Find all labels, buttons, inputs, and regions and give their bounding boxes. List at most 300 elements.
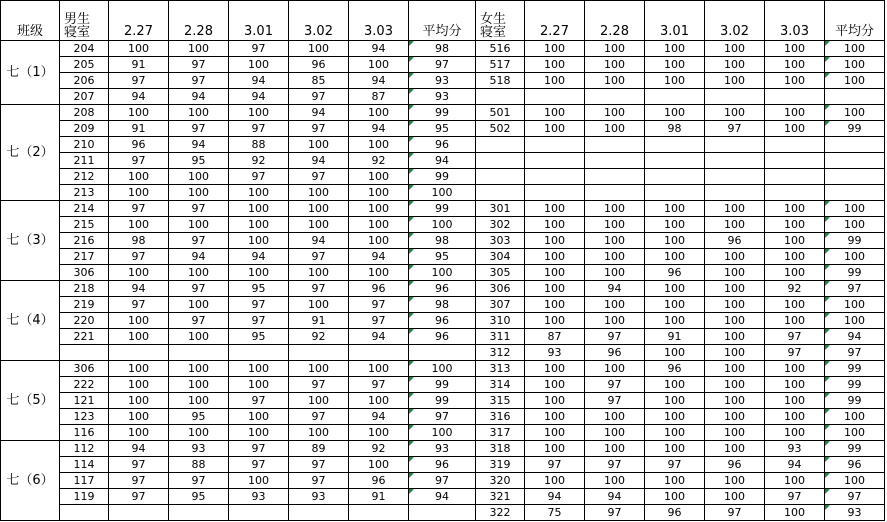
- female-avg-cell: 100: [825, 201, 885, 217]
- male-score-cell: 91: [109, 121, 169, 137]
- female-dorm-cell: 517: [476, 57, 525, 73]
- female-score-cell: 100: [585, 121, 645, 137]
- male-score-cell: [229, 505, 289, 521]
- male-avg-header: 平均分: [409, 1, 476, 41]
- female-score-cell: [765, 153, 825, 169]
- male-score-cell: 100: [349, 233, 409, 249]
- class-name-cell: 七（1）: [1, 41, 60, 105]
- male-dorm-cell: 220: [60, 313, 109, 329]
- table-row: [1, 409, 885, 425]
- female-score-cell: 100: [705, 377, 765, 393]
- male-score-cell: 97: [229, 393, 289, 409]
- male-score-cell: 100: [109, 313, 169, 329]
- male-score-cell: 93: [289, 489, 349, 505]
- male-avg-cell: 97: [409, 57, 476, 73]
- female-dorm-cell: 301: [476, 201, 525, 217]
- male-score-cell: 96: [349, 281, 409, 297]
- female-score-cell: 100: [645, 377, 705, 393]
- table-row: [1, 233, 885, 249]
- female-score-cell: 100: [645, 73, 705, 89]
- female-score-cell: 100: [705, 57, 765, 73]
- female-score-cell: 100: [645, 409, 705, 425]
- male-avg-cell: 96: [409, 137, 476, 153]
- male-dorm-cell: 210: [60, 137, 109, 153]
- female-score-cell: 100: [765, 393, 825, 409]
- male-score-cell: 98: [109, 233, 169, 249]
- male-score-cell: 100: [349, 105, 409, 121]
- male-dorm-cell: 221: [60, 329, 109, 345]
- female-score-cell: 100: [525, 377, 585, 393]
- table-row: [1, 153, 885, 169]
- female-score-cell: 100: [705, 473, 765, 489]
- female-dorm-cell: [476, 153, 525, 169]
- female-dorm-cell: 502: [476, 121, 525, 137]
- female-dorm-cell: [476, 137, 525, 153]
- female-avg-cell: 100: [825, 57, 885, 73]
- male-dorm-cell: 112: [60, 441, 109, 457]
- male-dorm-cell: 213: [60, 185, 109, 201]
- date-header: 3.03: [349, 1, 409, 41]
- female-score-cell: 100: [645, 441, 705, 457]
- female-dorm-cell: [476, 169, 525, 185]
- female-score-cell: 97: [585, 377, 645, 393]
- male-score-cell: 100: [109, 377, 169, 393]
- male-score-cell: 88: [229, 137, 289, 153]
- male-score-cell: 92: [349, 153, 409, 169]
- male-score-cell: 96: [109, 137, 169, 153]
- male-score-cell: 100: [109, 169, 169, 185]
- male-avg-cell: 100: [409, 265, 476, 281]
- female-score-cell: 100: [645, 233, 705, 249]
- female-score-cell: 100: [525, 425, 585, 441]
- male-score-cell: [169, 345, 229, 361]
- male-score-cell: 100: [229, 201, 289, 217]
- female-score-cell: 100: [585, 41, 645, 57]
- female-avg-cell: 99: [825, 361, 885, 377]
- table-row: [1, 361, 885, 377]
- class-name-cell: 七（3）: [1, 201, 60, 281]
- male-score-cell: 100: [109, 393, 169, 409]
- female-avg-cell: 100: [825, 249, 885, 265]
- female-dorm-cell: 321: [476, 489, 525, 505]
- female-dorm-cell: 318: [476, 441, 525, 457]
- female-score-cell: [765, 169, 825, 185]
- male-score-cell: 100: [289, 393, 349, 409]
- male-avg-cell: 93: [409, 73, 476, 89]
- female-dorm-cell: 518: [476, 73, 525, 89]
- male-score-cell: 94: [169, 137, 229, 153]
- female-score-cell: 100: [705, 361, 765, 377]
- class-header: 班级: [1, 1, 60, 41]
- male-avg-cell: 100: [409, 217, 476, 233]
- male-score-cell: 97: [109, 153, 169, 169]
- male-score-cell: [349, 345, 409, 361]
- female-score-cell: 100: [585, 297, 645, 313]
- male-score-cell: 97: [229, 441, 289, 457]
- male-score-cell: 91: [109, 57, 169, 73]
- female-score-cell: 100: [765, 233, 825, 249]
- male-score-cell: 100: [169, 185, 229, 201]
- male-dorm-cell: 211: [60, 153, 109, 169]
- table-row: [1, 393, 885, 409]
- male-dorm-cell: 219: [60, 297, 109, 313]
- female-score-cell: 100: [585, 473, 645, 489]
- class-name-cell: 七（2）: [1, 105, 60, 201]
- female-score-cell: 100: [705, 297, 765, 313]
- male-score-cell: 100: [109, 329, 169, 345]
- male-avg-cell: 93: [409, 89, 476, 105]
- header-row: [1, 1, 885, 41]
- table-row: [1, 89, 885, 105]
- male-score-cell: 100: [229, 233, 289, 249]
- male-score-cell: 97: [169, 57, 229, 73]
- male-score-cell: 97: [289, 473, 349, 489]
- female-score-cell: [705, 137, 765, 153]
- male-score-cell: 95: [169, 153, 229, 169]
- male-avg-cell: [409, 505, 476, 521]
- male-score-cell: 100: [169, 105, 229, 121]
- female-score-cell: 100: [525, 441, 585, 457]
- female-dorm-cell: 322: [476, 505, 525, 521]
- male-avg-cell: 93: [409, 441, 476, 457]
- male-score-cell: 100: [109, 265, 169, 281]
- female-score-cell: [645, 89, 705, 105]
- table-row: [1, 57, 885, 73]
- female-score-cell: 94: [525, 489, 585, 505]
- male-score-cell: 100: [229, 217, 289, 233]
- male-score-cell: 100: [349, 57, 409, 73]
- male-score-cell: 100: [109, 41, 169, 57]
- female-score-cell: 100: [765, 377, 825, 393]
- male-avg-cell: 96: [409, 313, 476, 329]
- male-score-cell: 100: [229, 57, 289, 73]
- table-row: [1, 425, 885, 441]
- male-avg-cell: 98: [409, 233, 476, 249]
- female-score-cell: 100: [585, 73, 645, 89]
- table-row: [1, 377, 885, 393]
- male-score-cell: 94: [289, 105, 349, 121]
- female-score-cell: 100: [765, 265, 825, 281]
- female-avg-cell: 100: [825, 313, 885, 329]
- table-row: [1, 457, 885, 473]
- male-dorm-cell: 218: [60, 281, 109, 297]
- male-score-cell: 100: [109, 409, 169, 425]
- male-score-cell: [349, 505, 409, 521]
- table-row: [1, 265, 885, 281]
- female-dorm-cell: 320: [476, 473, 525, 489]
- male-score-cell: 94: [349, 41, 409, 57]
- female-score-cell: 100: [645, 313, 705, 329]
- female-score-cell: 87: [525, 329, 585, 345]
- female-score-cell: 100: [525, 73, 585, 89]
- male-score-cell: 94: [289, 153, 349, 169]
- female-score-cell: [645, 185, 705, 201]
- date-header: 3.01: [645, 1, 705, 41]
- male-score-cell: 100: [169, 393, 229, 409]
- male-dorm-cell: [60, 505, 109, 521]
- male-score-cell: 91: [289, 313, 349, 329]
- date-header: 2.28: [169, 1, 229, 41]
- female-score-cell: [585, 153, 645, 169]
- male-dorm-cell: 207: [60, 89, 109, 105]
- female-score-cell: 100: [525, 105, 585, 121]
- male-dorm-cell: 216: [60, 233, 109, 249]
- table-row: [1, 297, 885, 313]
- female-dorm-cell: 302: [476, 217, 525, 233]
- female-score-cell: [765, 137, 825, 153]
- male-score-cell: 100: [289, 265, 349, 281]
- male-dorm-cell: 123: [60, 409, 109, 425]
- female-avg-cell: [825, 137, 885, 153]
- table-row: [1, 505, 885, 521]
- female-score-cell: [645, 153, 705, 169]
- male-score-cell: 97: [289, 89, 349, 105]
- female-score-cell: 91: [645, 329, 705, 345]
- male-score-cell: 100: [229, 425, 289, 441]
- table-row: [1, 329, 885, 345]
- male-score-cell: 95: [169, 409, 229, 425]
- female-score-cell: 97: [765, 329, 825, 345]
- male-score-cell: 97: [229, 457, 289, 473]
- female-dorm-cell: [476, 185, 525, 201]
- female-score-cell: 100: [525, 393, 585, 409]
- female-score-cell: 100: [765, 313, 825, 329]
- male-avg-cell: 94: [409, 153, 476, 169]
- female-score-cell: 100: [705, 41, 765, 57]
- male-score-cell: 94: [349, 121, 409, 137]
- male-dorm-cell: 222: [60, 377, 109, 393]
- male-score-cell: 94: [289, 233, 349, 249]
- female-score-cell: 97: [525, 457, 585, 473]
- female-score-cell: 100: [525, 265, 585, 281]
- female-score-cell: 96: [705, 457, 765, 473]
- male-score-cell: 92: [349, 441, 409, 457]
- male-score-cell: 97: [349, 297, 409, 313]
- male-dorm-cell: 114: [60, 457, 109, 473]
- female-avg-cell: 100: [825, 297, 885, 313]
- male-score-cell: 97: [169, 201, 229, 217]
- male-score-cell: 94: [109, 89, 169, 105]
- male-score-cell: 100: [289, 201, 349, 217]
- female-score-cell: 100: [585, 201, 645, 217]
- female-score-cell: 100: [705, 73, 765, 89]
- female-avg-cell: 100: [825, 73, 885, 89]
- male-dorm-cell: 119: [60, 489, 109, 505]
- male-dorm-cell: 206: [60, 73, 109, 89]
- male-dorm-cell: 214: [60, 201, 109, 217]
- female-score-cell: 100: [645, 281, 705, 297]
- female-score-cell: 75: [525, 505, 585, 521]
- female-dorm-cell: 314: [476, 377, 525, 393]
- female-score-cell: 100: [705, 409, 765, 425]
- table-row: [1, 105, 885, 121]
- male-score-cell: 91: [349, 489, 409, 505]
- male-score-cell: 97: [289, 169, 349, 185]
- male-avg-cell: 99: [409, 393, 476, 409]
- male-avg-cell: [409, 345, 476, 361]
- male-dorm-cell: 116: [60, 425, 109, 441]
- male-avg-cell: 99: [409, 105, 476, 121]
- female-dorm-cell: 313: [476, 361, 525, 377]
- male-avg-cell: 99: [409, 377, 476, 393]
- female-score-cell: [585, 169, 645, 185]
- female-score-cell: 100: [765, 105, 825, 121]
- male-score-cell: 100: [349, 265, 409, 281]
- male-score-cell: [229, 345, 289, 361]
- female-score-cell: 100: [525, 233, 585, 249]
- female-score-cell: 100: [585, 265, 645, 281]
- female-score-cell: 100: [645, 345, 705, 361]
- male-score-cell: 100: [349, 137, 409, 153]
- female-score-cell: 97: [705, 121, 765, 137]
- female-avg-cell: 99: [825, 265, 885, 281]
- table-row: [1, 489, 885, 505]
- male-score-cell: [169, 505, 229, 521]
- female-score-cell: 97: [585, 329, 645, 345]
- male-score-cell: 94: [349, 409, 409, 425]
- female-score-cell: [645, 137, 705, 153]
- male-dorm-cell: 215: [60, 217, 109, 233]
- female-avg-cell: 97: [825, 489, 885, 505]
- female-avg-cell: 100: [825, 425, 885, 441]
- female-score-cell: 100: [645, 297, 705, 313]
- female-score-cell: 100: [645, 489, 705, 505]
- male-score-cell: 97: [229, 169, 289, 185]
- female-score-cell: 100: [525, 249, 585, 265]
- female-score-cell: 100: [765, 409, 825, 425]
- male-score-cell: 97: [289, 121, 349, 137]
- female-score-cell: [585, 185, 645, 201]
- male-dorm-cell: 121: [60, 393, 109, 409]
- male-score-cell: 97: [289, 249, 349, 265]
- female-avg-cell: 100: [825, 105, 885, 121]
- male-score-cell: 100: [109, 105, 169, 121]
- female-score-cell: 97: [765, 489, 825, 505]
- male-score-cell: 97: [169, 73, 229, 89]
- male-score-cell: 94: [349, 73, 409, 89]
- female-score-cell: 100: [585, 441, 645, 457]
- female-score-cell: 100: [765, 361, 825, 377]
- table-row: [1, 137, 885, 153]
- male-score-cell: 97: [349, 377, 409, 393]
- female-score-cell: 100: [705, 105, 765, 121]
- male-score-cell: 92: [229, 153, 289, 169]
- female-score-cell: 98: [645, 121, 705, 137]
- male-score-cell: 100: [289, 297, 349, 313]
- female-score-cell: 100: [645, 41, 705, 57]
- female-score-cell: 100: [645, 201, 705, 217]
- male-avg-cell: 100: [409, 361, 476, 377]
- female-score-cell: 97: [585, 393, 645, 409]
- female-score-cell: [525, 137, 585, 153]
- table-row: [1, 169, 885, 185]
- male-dorm-cell: [60, 345, 109, 361]
- male-score-cell: 94: [169, 249, 229, 265]
- female-score-cell: 100: [645, 473, 705, 489]
- male-score-cell: 100: [229, 265, 289, 281]
- male-score-cell: 96: [349, 473, 409, 489]
- female-score-cell: [705, 89, 765, 105]
- female-score-cell: [525, 169, 585, 185]
- male-score-cell: 94: [229, 89, 289, 105]
- male-avg-cell: 99: [409, 169, 476, 185]
- female-score-cell: [525, 89, 585, 105]
- female-score-cell: 100: [765, 73, 825, 89]
- female-score-cell: [585, 137, 645, 153]
- female-avg-cell: 100: [825, 473, 885, 489]
- female-score-cell: 100: [705, 329, 765, 345]
- male-score-cell: 97: [109, 297, 169, 313]
- date-header: 2.27: [109, 1, 169, 41]
- female-avg-cell: 99: [825, 441, 885, 457]
- male-score-cell: 100: [349, 201, 409, 217]
- female-score-cell: 100: [585, 361, 645, 377]
- table-row: [1, 249, 885, 265]
- male-score-cell: 94: [169, 89, 229, 105]
- female-score-cell: 100: [585, 249, 645, 265]
- female-dorm-cell: 319: [476, 457, 525, 473]
- female-score-cell: 92: [765, 281, 825, 297]
- male-score-cell: 100: [289, 425, 349, 441]
- female-score-cell: 100: [585, 217, 645, 233]
- date-header: 3.02: [705, 1, 765, 41]
- female-score-cell: 100: [765, 57, 825, 73]
- female-dorm-cell: 315: [476, 393, 525, 409]
- female-score-cell: 100: [645, 217, 705, 233]
- date-header: 3.01: [229, 1, 289, 41]
- table-row: [1, 121, 885, 137]
- male-score-cell: 100: [349, 425, 409, 441]
- male-score-cell: 89: [289, 441, 349, 457]
- male-score-cell: 97: [109, 201, 169, 217]
- male-score-cell: 100: [349, 185, 409, 201]
- table-row: [1, 201, 885, 217]
- male-score-cell: [289, 345, 349, 361]
- female-score-cell: 100: [525, 41, 585, 57]
- female-score-cell: 100: [645, 249, 705, 265]
- male-score-cell: 97: [109, 73, 169, 89]
- male-score-cell: 92: [289, 329, 349, 345]
- female-score-cell: 93: [525, 345, 585, 361]
- female-dorm-cell: 304: [476, 249, 525, 265]
- male-score-cell: 96: [289, 57, 349, 73]
- male-score-cell: 100: [229, 105, 289, 121]
- male-score-cell: 88: [169, 457, 229, 473]
- table-row: [1, 313, 885, 329]
- male-score-cell: 97: [109, 457, 169, 473]
- female-score-cell: 100: [765, 297, 825, 313]
- female-score-cell: 100: [525, 201, 585, 217]
- male-score-cell: 97: [109, 489, 169, 505]
- male-score-cell: 97: [289, 457, 349, 473]
- female-score-cell: 96: [645, 265, 705, 281]
- male-score-cell: 100: [229, 185, 289, 201]
- female-score-cell: 100: [645, 57, 705, 73]
- male-score-cell: 87: [349, 89, 409, 105]
- male-score-cell: 97: [289, 409, 349, 425]
- male-dorm-header: 男生 寝室: [60, 1, 109, 41]
- female-score-cell: 100: [765, 41, 825, 57]
- male-dorm-cell: 208: [60, 105, 109, 121]
- female-score-cell: 97: [585, 505, 645, 521]
- male-score-cell: 94: [109, 281, 169, 297]
- female-score-cell: 100: [705, 441, 765, 457]
- table-row: [1, 441, 885, 457]
- female-score-cell: 96: [645, 361, 705, 377]
- female-score-cell: [765, 89, 825, 105]
- male-score-cell: 100: [169, 329, 229, 345]
- male-score-cell: 94: [229, 73, 289, 89]
